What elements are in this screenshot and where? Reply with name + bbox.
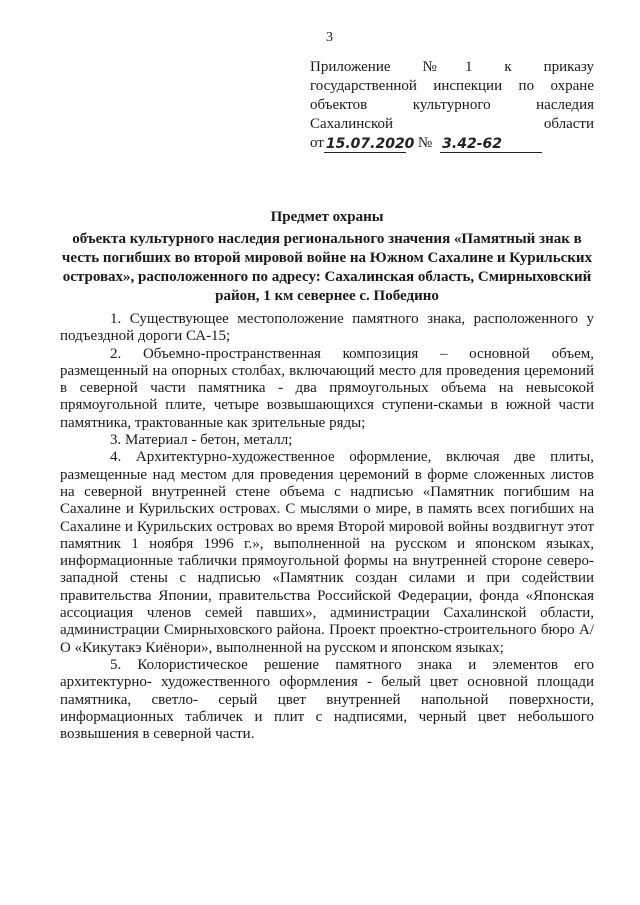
appendix-line-3: объектов культурного наследия	[310, 97, 594, 113]
item-5: 5. Колористическое решение памятного знака и элементов его архитектурно- художественного оформления - белый цвет основной площади памятника, светло- серый цвет внутренней напольной поверхности, информационных табличек и плит с надписями, черный цвет небольшого возвышения в северной части.	[60, 656, 594, 743]
handwritten-date: 15.07.2020	[325, 136, 415, 152]
handwritten-number: 3.42-62	[440, 137, 542, 153]
appendix-line-4: Сахалинской области	[310, 116, 594, 132]
from-label: от	[310, 135, 324, 151]
item-2: 2. Объемно-пространственная композиция – основной объем, размещенный на опорных столбах, включающий место для проведения церемоний в северной части памятника - два прямоугольных объема на невысокой прямоугольной плите, четыре возвышающихся ступени-скамьи в южной части памятника, трактованные как зрительные ряды;	[60, 345, 594, 431]
page-number: 3	[326, 30, 333, 45]
number-label: №	[417, 135, 433, 151]
title-heading: Предмет охраны	[270, 209, 384, 225]
title-subheading: объекта культурного наследия регионального значения «Памятный знак в честь погибших во второй мировой войне на Южном Сахалине и Курильских островах», расположенного по адресу: Сахалинская область, Смирныховский район, 1 км севернее с. Победино	[61, 231, 593, 304]
appendix-block	[310, 58, 594, 153]
item-3: 3. Материал - бетон, металл;	[110, 432, 293, 449]
item-1: 1. Существующее местоположение памятного знака, расположенного у подъездной дороги СА-15;	[60, 311, 594, 345]
appendix-line-1: Приложение №1 к приказу	[310, 59, 594, 75]
document-title	[60, 208, 594, 306]
item-4: 4. Архитектурно-художественное оформление, включая две плиты, размещенные над местом для проведения церемоний в форме сложенных листов на северной внутренней стене объема с надписью «Памятник погибшим на Сахалине и Курильских островах. С мыслями о мире, в память всех погибших на Сахалине и Курильских островах во время Второй мировой войны воздвигнут этот памятник 1 ноября 1996 г.», выполненной на русском и японском языках, информационные таблички прямоугольной формы на внутренней стороне северо-западной стены с надписью «Памятник создан силами и при содействии правительства Японии, правительства Российской Федерации, фонда «Японская ассоциация членов семей павших», администрации Сахалинской области, администрации Смирныховского района. Проект проектно-строительного бюро А/О «Кикутакэ Киёнори», выполненной на русском и японском языках;	[60, 449, 594, 656]
order-date-number	[310, 134, 594, 153]
document-body	[60, 311, 594, 743]
appendix-line-2: государственной инспекции по охране	[310, 78, 594, 94]
